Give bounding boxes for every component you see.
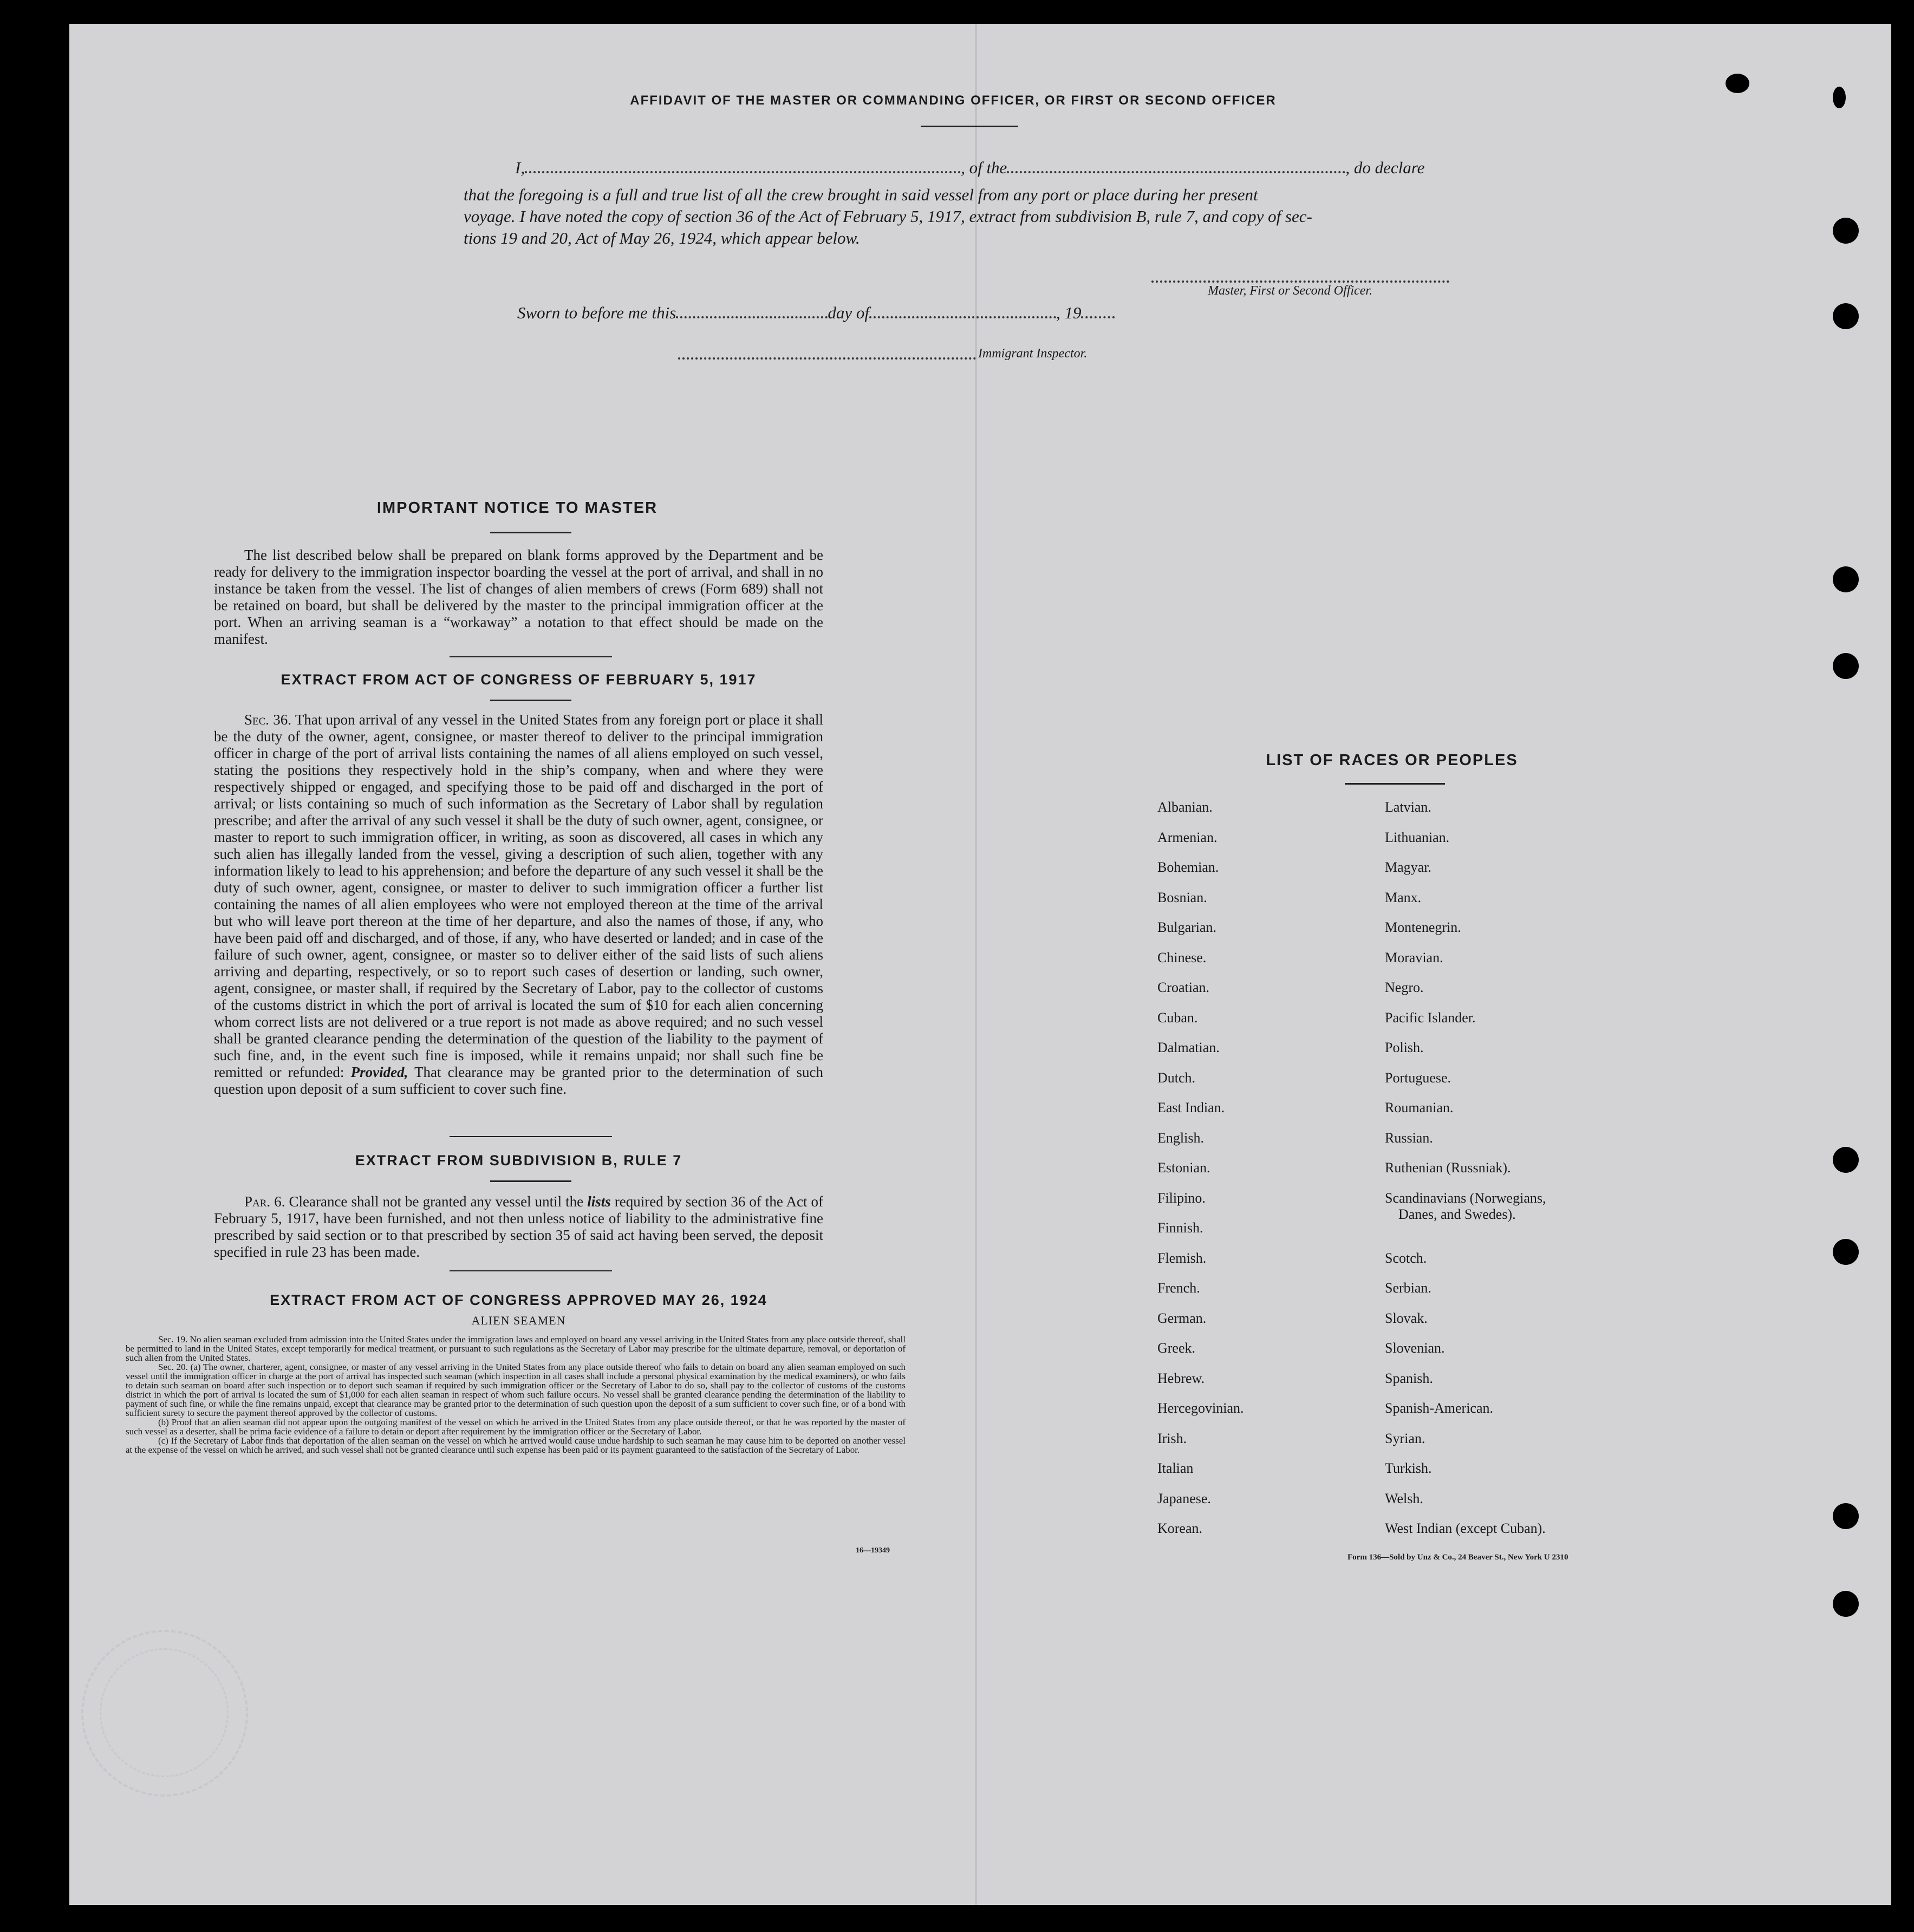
race-item: Flemish. [1157,1250,1207,1266]
race-item: Albanian. [1157,799,1213,815]
form-code: 16—19349 [856,1546,890,1555]
race-item: Pacific Islander. [1385,1009,1476,1026]
sworn-year-blank [1081,311,1115,318]
rule7-title-rule [490,1180,571,1182]
race-item: Spanish-American. [1385,1400,1494,1416]
sworn-prefix: Sworn to before me this [517,303,676,322]
sworn-date-blank [676,311,828,318]
extract1917-end-rule [450,1136,612,1137]
affidavit-title-rule [921,126,1018,127]
rule7-end-rule [450,1270,612,1271]
punch-hole [1833,1147,1859,1173]
affidavit-line1 [464,157,1482,179]
affidavit-do-declare: , do declare [1345,158,1425,177]
race-item: Scotch. [1385,1250,1427,1266]
punch-hole [1833,653,1859,679]
punch-hole [1833,1591,1859,1617]
race-item: Magyar. [1385,859,1431,875]
race-item: Russian. [1385,1130,1433,1146]
sec36-label: Sec. 36. [244,712,292,728]
race-item: French. [1157,1280,1200,1296]
races-title-rule [1345,783,1445,785]
race-item: Lithuanian. [1385,829,1450,845]
punch-hole [1833,566,1859,592]
sec20b-text: (b) Proof that an alien seaman did not appear upon the outgoing manifest of the vessel on which he arrived in the United States from any place outside thereof, or that he was reported by the master of such vessel as a deserter, shall be prima facie evidence of a failure to detain or deport after requirement by the immigration officer or the Secretary of Labor. [126,1417,906,1437]
seal-inner-ring [100,1648,229,1777]
race-item: Hebrew. [1157,1370,1205,1386]
race-item: Armenian. [1157,829,1218,845]
race-item: German. [1157,1310,1207,1326]
master-signature-blank [1151,275,1449,283]
sec36-text-end: That clearance may be granted prior to the determination of such question upon deposit of a sum sufficient to cover such fine. [214,1064,823,1097]
extract1917-text-block [214,712,823,1098]
seal-watermark [81,1630,248,1797]
race-item: Ruthenian (Russniak). [1385,1160,1511,1176]
inspector-label: Immigrant Inspector. [978,347,1088,361]
sec36-text: That upon arrival of any vessel in the United States from any foreign port or place it shall be the duty of the owner, agent, consignee, or master thereof to deliver to the principal immigration officer in charge of the port of arrival lists containing the names of all aliens employed on such vessel, stating the positions they respectively hold in the ship’s company, when and where they were respectively shipped or engaged, and specifying those to be paid off and discharged in the port of arrival; or lists containing so much of such information as the Secretary of Labor shall by regulation prescribe; and after the arrival of any such vessel it shall be the duty of such owner, agent, consignee, or master to report to such immigration officer, in writing, as soon as discovered, all cases in which any such alien has illegally landed from the vessel, giving a description of such alien, together with any information likely to lead to his apprehension; and before the departure of any such vessel it shall be the duty of such owner, agent, consignee, or master to deliver to such immigration officer a further list containing the names of all alien employees who were not employed thereon at the time of the arrival but who will leave port thereon at the time of her departure, and also the names of those, if any, who have been paid off and discharged, and of those, if any, who have deserted or landed; and in case of the failure of such owner, agent, consignee, or master so to deliver either of the said lists of such aliens arriving and departing, respectively, or so to report such cases of desertion or landing, such owner, agent, consignee, or master shall, if required by the Secretary of Labor, pay to the collector of customs of the customs district in which the port of arrival is located the sum of $10 for each alien concerning whom correct lists are not delivered or a true report is not made as above required; and no such vessel shall be granted clearance pending the determination of the question of the liability to the payment of such fine, and, in the event such fine is imposed, while it remains unpaid; nor shall such fine be remitted or refunded: [214,712,824,1080]
inspector-signature-blank [678,352,976,360]
extract1924-text-block [126,1335,906,1454]
notice-title-rule [490,532,571,533]
race-item: Moravian. [1385,949,1443,965]
name-blank [525,166,961,173]
race-item: Greek. [1157,1340,1196,1356]
notice-title: IMPORTANT NOTICE TO MASTER [376,499,658,517]
race-item: English. [1157,1130,1204,1146]
race-item: Manx. [1385,889,1422,905]
race-item: Korean. [1157,1520,1203,1536]
punch-hole [1833,1239,1859,1265]
par6-text-b: required by section 36 of the Act of February 5, 1917, have been furnished, and not then unless notice of liability to the administrative fine prescribed by said section or to that prescribed by section 35 of said act having been served, the deposit specified in rule 23 has been made. [214,1193,823,1260]
affidavit-i: I, [515,158,525,177]
race-item: Japanese. [1157,1490,1211,1506]
extract1924-subtitle: ALIEN SEAMEN [471,1314,566,1327]
par6-text-a: Clearance shall not be granted any vessel until the [289,1193,584,1210]
punch-hole [1833,87,1846,108]
race-item: Hercegovinian. [1157,1400,1244,1416]
race-item: Italian [1157,1460,1194,1476]
race-item: Roumanian. [1385,1100,1454,1115]
rule7-title: EXTRACT FROM SUBDIVISION B, RULE 7 [355,1152,682,1169]
race-item: Chinese. [1157,949,1207,965]
par6-label: Par. 6. [244,1193,285,1210]
sworn-month-blank [869,311,1056,318]
race-item: Scandinavians (Norwegians, [1385,1190,1546,1206]
race-item: Slovenian. [1385,1340,1445,1356]
race-item: Estonian. [1157,1160,1210,1176]
race-item: Slovak. [1385,1310,1428,1326]
affidavit-line2: that the foregoing is a full and true list of all the crew brought in said vessel from any port or place during her present [464,185,1258,204]
race-item: Negro. [1385,980,1424,995]
sec19-text: Sec. 19. No alien seaman excluded from admission into the United States under the immigration laws and employed on board any vessel arriving in the United States from any place outside thereof, shall be permitted to land in the United States, except temporarily for medical treatment, or pursuant to such regulations as the Secretary of Labor may prescribe for the ultimate departure, removal, or deportation of such alien from the United States. [126,1334,906,1363]
sec20a-text: Sec. 20. (a) The owner, charterer, agent, consignee, or master of any vessel arriving in the United States from any place outside thereof who fails to detain on board any alien seaman employed on such vessel until the immigration officer in charge at the port of arrival has inspected such seaman (which inspection in all cases shall include a personal physical examination by the medical examiners), or who fails to detain such seaman on board after such inspection or to deport such seaman if required by such immigration officer or the Secretary of Labor to do so, shall pay to the collector of customs of the customs district in which the port of arrival is located the sum of $1,000 for each alien seaman in respect of whom such failure occurs. No vessel shall be granted clearance pending the determination of the liability to payment of such fine, or while the fine remains unpaid, except that clearance may be granted prior to the determination of such question upon the deposit of a sum sufficient to cover such fine, or of a bond with sufficient surety to secure the payment thereof approved by the collector of customs. [126,1362,906,1418]
race-item: Cuban. [1157,1009,1198,1026]
race-item: Syrian. [1385,1430,1425,1446]
race-item: Latvian. [1385,799,1431,815]
extract1917-title-rule [490,700,571,701]
race-item: Irish. [1157,1430,1187,1446]
race-item: Serbian. [1385,1280,1431,1296]
sworn-year: , 19 [1056,303,1082,322]
race-item: Welsh. [1385,1490,1423,1506]
race-item: Portuguese. [1385,1069,1451,1086]
race-item: Croatian. [1157,980,1210,995]
race-item: Dalmatian. [1157,1040,1220,1055]
race-item: Montenegrin. [1385,919,1461,935]
affidavit-of-the: , of the [961,158,1007,177]
races-title: LIST OF RACES OR PEOPLES [1266,752,1518,769]
notice-text-block [214,547,823,648]
race-item: West Indian (except Cuban). [1385,1520,1546,1536]
sec36-provided: Provided, [350,1064,408,1080]
race-item: Bulgarian. [1157,919,1217,935]
race-item: Filipino. [1157,1190,1206,1206]
affidavit-title: AFFIDAVIT OF THE MASTER OR COMMANDING OFFICER, OR FIRST OR SECOND OFFICER [630,93,1277,108]
affidavit-line4: tions 19 and 20, Act of May 26, 1924, which appear below. [464,229,860,247]
footer-form: Form 136—Sold by Unz & Co., 24 Beaver St., New York U 2310 [1347,1553,1568,1562]
punch-hole [1726,74,1749,93]
punch-hole [1833,303,1859,329]
master-label: Master, First or Second Officer. [1208,284,1372,298]
sworn-line [517,302,1115,324]
punch-hole [1833,218,1859,244]
race-item: Polish. [1385,1040,1424,1055]
race-item: Finnish. [1157,1220,1203,1236]
notice-end-rule [450,656,612,657]
vessel-blank [1007,166,1345,173]
race-item: Dutch. [1157,1069,1196,1086]
rule7-text-block [214,1193,823,1261]
sec20c-text: (c) If the Secretary of Labor finds that deportation of the alien seaman on the vessel on which he arrived would cause undue hardship to such seaman he may cause him to be deported on another vessel at the expense of the vessel on which he arrived, and such vessel shall not be granted clearance until such expense has been paid or its payment guaranteed to the satisfaction of the Secretary of Labor. [126,1435,906,1455]
extract1924-title: EXTRACT FROM ACT OF CONGRESS APPROVED MAY 26, 1924 [270,1292,767,1308]
extract1917-title: EXTRACT FROM ACT OF CONGRESS OF FEBRUARY 5, 1917 [281,671,757,688]
race-item: Bosnian. [1157,889,1207,905]
race-item: Danes, and Swedes). [1398,1206,1516,1222]
par6-lists: lists [587,1193,611,1210]
sworn-day: day of [828,303,869,322]
race-item: Turkish. [1385,1460,1432,1476]
race-item: East Indian. [1157,1100,1225,1115]
race-item: Bohemian. [1157,859,1219,875]
notice-text: The list described below shall be prepared on blank forms approved by the Department and be ready for delivery to the immigration inspector boarding the vessel at the port of arrival, and shall in no instance be taken from the vessel. The list of changes of alien members of crews (Form 689) shall not be retained on board, but shall be delivered by the master to the principal immigration officer at the port. When an arriving seaman is a “workaway” a notation to that effect should be made on the manifest. [214,547,823,647]
affidavit-line3: voyage. I have noted the copy of section 36 of the Act of February 5, 1917, extract from subdivision B, rule 7, and copy of sec- [464,207,1312,226]
punch-hole [1833,1503,1859,1529]
race-item: Spanish. [1385,1370,1433,1386]
